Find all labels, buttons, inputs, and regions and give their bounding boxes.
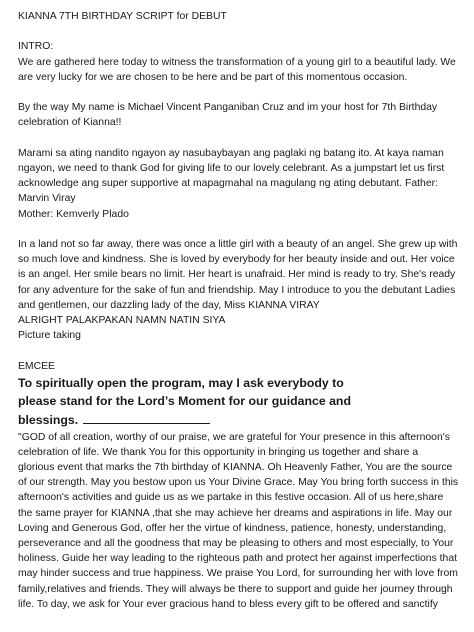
spacer	[18, 131, 462, 146]
blank-line	[83, 413, 210, 424]
emcee-label: EMCEE	[18, 360, 55, 372]
host-paragraph: By the way My name is Michael Vincent Panganiban Cruz and im your host for 7th Birthday celebration of Kianna!!	[18, 102, 438, 129]
emcee-heading-text: To spiritually open the program, may I ask everybody to please stand for the Lord’s Moment for our guidance and blessings.	[18, 375, 351, 427]
emcee-heading	[18, 374, 462, 430]
intro-paragraph: We are gathered here today to witness the transformation of a young girl to a beautiful lady. We are very lucky for we are chosen to be here and be part of this momentous occasion.	[18, 56, 456, 83]
spacer	[18, 343, 462, 358]
document-title: KIANNA 7TH BIRTHDAY SCRIPT for DEBUT	[18, 11, 227, 22]
spacer	[18, 85, 462, 100]
story-paragraph: In a land not so far away, there was once a little girl with a beauty of an angel. She grew up with so much love and kindness. She is loved by everybody for her beauty inside and out. Her voice is an angel. Her smile bears no limit. Her heart is unafraid. Her mind is ready to try. She's ready for any adventure for the sake of fun and friendship. May I introduce to you the debutant Ladies and gentlemen, our dazzling lady of the day, Miss KIANNA VIRAY ALRIGHT PALAKPAKAN NAMN NATIN SIYA Picture taking	[18, 238, 458, 342]
tagalog-paragraph: Marami sa ating nandito ngayon ay nasubaybayan ang paglaki ng batang ito. At kaya naman ngayon, we need to thank God for giving life to our lovely celebrant. As a jumpstart let us first acknowledge ang super supportive at mapagmahal na magulang ng ating debutant. Father: Marvin Viray Mother: Kemverly Plado	[18, 147, 445, 220]
prayer-paragraph: "GOD of all creation, worthy of our praise, we are grateful for Your presence in this afternoon's celebration of life. We thank You for this opportunity in bringing us together and share a glorious event that marks the 7th birthday of KIANNA. Oh Heavenly Father, You are the source of our strength. May you bestow upon us Your Divine Grace. May You bring forth success in this afternoon's activities and guide us as we partake in this festive occasion. All of us here,share the same prayer for KIANNA ,that she may achieve her dreams and aspirations in life. May our Loving and Generous God, offer her the virtue of kindness, patience, honesty, understanding, perseverance and all the goodness that may be pleasing to others and most especially, to Your holiness. Guide her way leading to the righteous path and protect her against imperfections that may hinder success and true happiness. We praise You Lord, for surrounding her with love from family,relatives and friends. They will always be there to support and guide her journey through life. To day, we ask for Your ever gracious hand to bless every gift to be offered and sanctify	[18, 431, 459, 610]
spacer	[18, 222, 462, 237]
intro-label: INTRO:	[18, 41, 54, 53]
spacer	[18, 24, 462, 39]
